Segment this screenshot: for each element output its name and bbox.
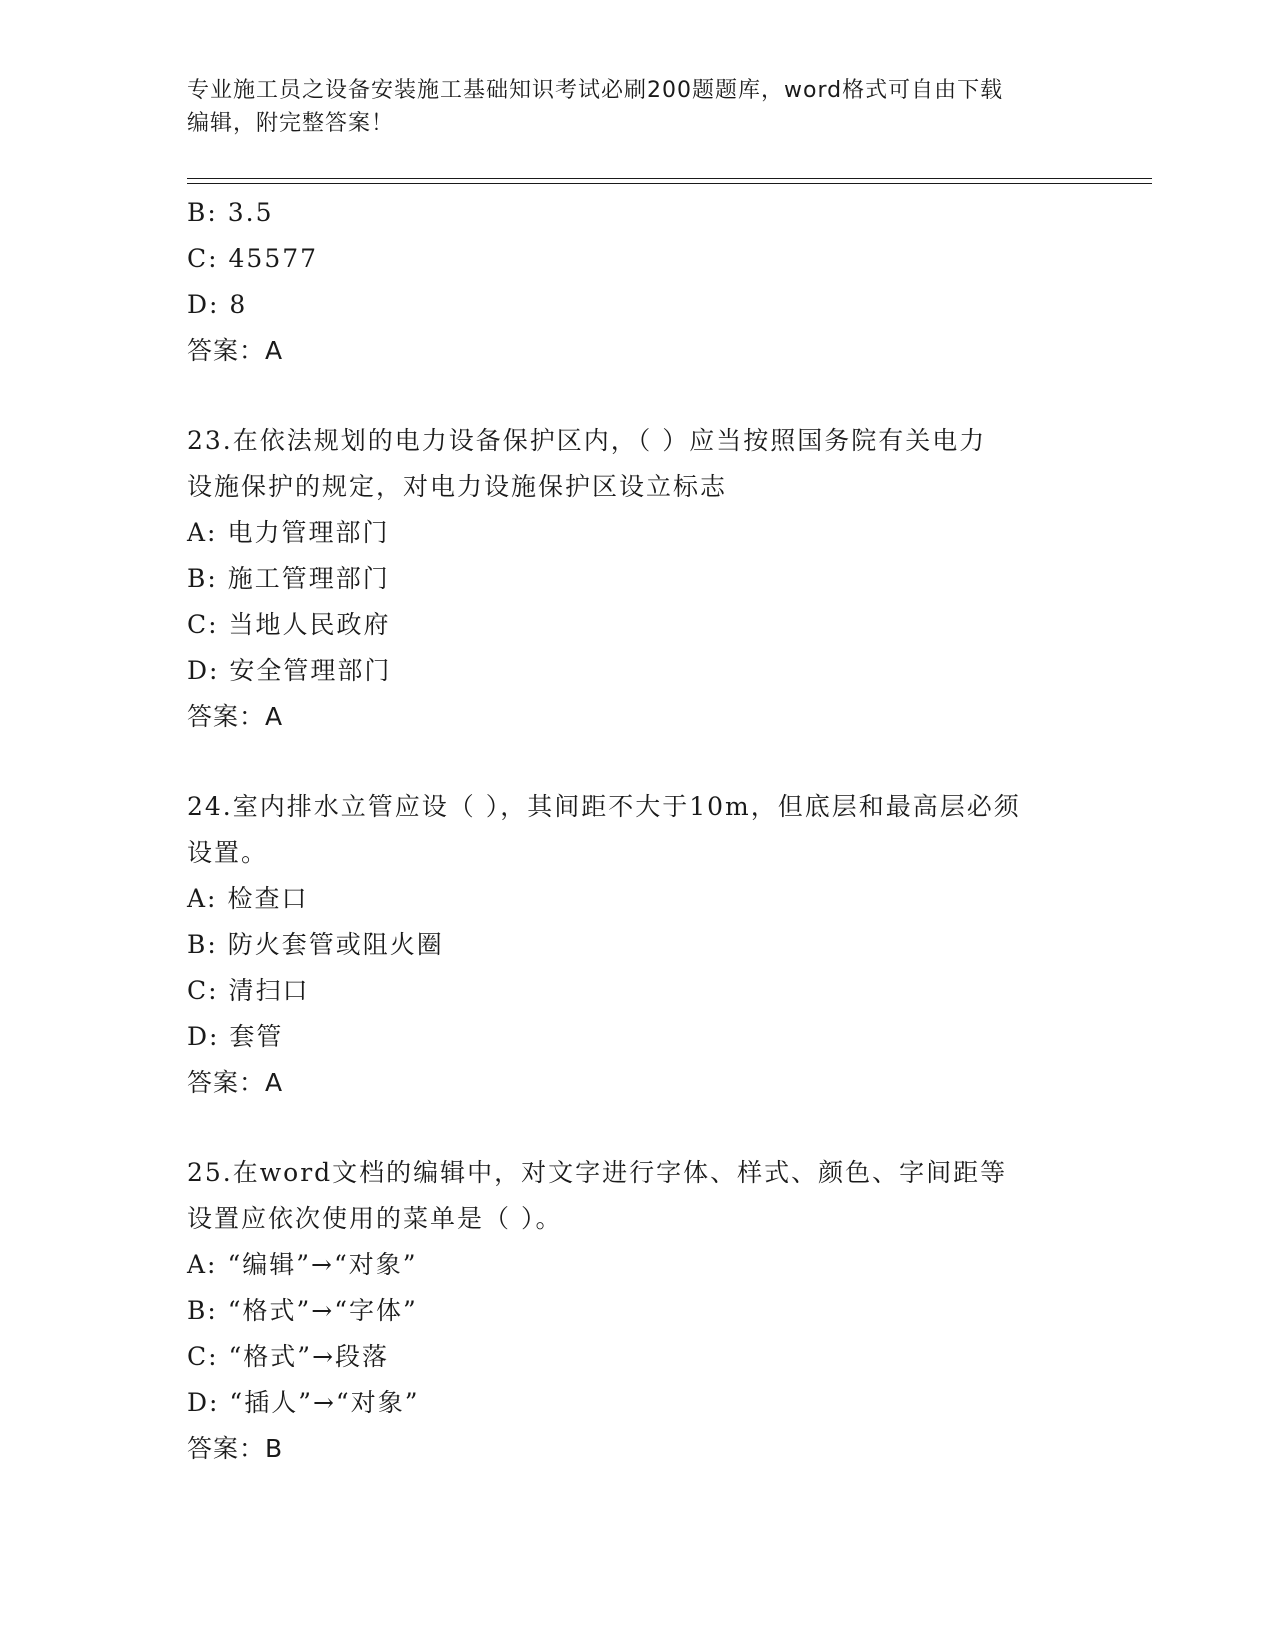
question-text-line-2: 设置。	[187, 838, 269, 867]
answer-line: 答案：A	[187, 702, 284, 731]
header-rule-bottom	[187, 183, 1152, 184]
option-a	[187, 1242, 1087, 1288]
option-text: 套管	[229, 1022, 284, 1051]
option-text: 检查口	[227, 884, 309, 913]
option-text: “格式”→段落	[228, 1342, 390, 1371]
option-label: D:	[187, 290, 220, 319]
option-c	[187, 236, 1087, 282]
answer-line: 答案：B	[187, 1434, 284, 1463]
answer-line: 答案：A	[187, 1068, 284, 1097]
option-text: 电力管理部门	[227, 518, 390, 547]
option-b	[187, 1288, 1087, 1334]
question-text-line-2: 设施保护的规定，对电力设施保护区设立标志	[187, 472, 728, 501]
option-d	[187, 1014, 1087, 1060]
option-label: B:	[187, 930, 218, 959]
spacer	[187, 1106, 1087, 1150]
option-label: B:	[187, 564, 218, 593]
option-label: C:	[187, 610, 219, 639]
option-text: “编辑”→“对象”	[227, 1250, 418, 1279]
option-label: D:	[187, 1388, 220, 1417]
header-title-line-2: 编辑，附完整答案！	[187, 111, 395, 136]
question-text-line-2: 设置应依次使用的菜单是（ ）。	[187, 1204, 563, 1233]
option-b	[187, 922, 1087, 968]
spacer	[187, 374, 1087, 418]
option-b	[187, 556, 1087, 602]
option-d	[187, 648, 1087, 694]
option-label: D:	[187, 1022, 220, 1051]
option-text: 施工管理部门	[227, 564, 390, 593]
prev-question-block	[187, 190, 1087, 374]
question-25-block	[187, 1150, 1087, 1472]
option-text: 3.5	[227, 198, 274, 227]
header-rule-top	[187, 178, 1152, 179]
question-24-block	[187, 784, 1087, 1106]
question-content	[187, 190, 1087, 1472]
option-d	[187, 1380, 1087, 1426]
option-a	[187, 876, 1087, 922]
question-text-line-1: 24.室内排水立管应设（ ），其间距不大于10m，但底层和最高层必须	[187, 792, 1021, 821]
option-label: C:	[187, 244, 219, 273]
option-label: D:	[187, 656, 220, 685]
option-b	[187, 190, 1087, 236]
spacer	[187, 740, 1087, 784]
document-header	[187, 74, 1067, 140]
question-text-line-1: 23.在依法规划的电力设备保护区内，（ ）应当按照国务院有关电力	[187, 426, 987, 455]
option-d	[187, 282, 1087, 328]
option-label: A:	[187, 518, 218, 547]
option-label: C:	[187, 976, 219, 1005]
option-label: C:	[187, 1342, 219, 1371]
question-text	[187, 418, 1067, 510]
option-text: 安全管理部门	[229, 656, 392, 685]
question-text	[187, 1150, 1067, 1242]
option-label: A:	[187, 1250, 218, 1279]
question-text-line-1: 25.在word文档的编辑中，对文字进行字体、样式、颜色、字间距等	[187, 1158, 1008, 1187]
option-text: 清扫口	[228, 976, 310, 1005]
option-label: B:	[187, 198, 218, 227]
option-text: 8	[229, 290, 248, 319]
option-c	[187, 602, 1087, 648]
option-c	[187, 968, 1087, 1014]
option-text: “格式”→“字体”	[227, 1296, 418, 1325]
option-a	[187, 510, 1087, 556]
option-text: 当地人民政府	[228, 610, 391, 639]
answer-line: 答案：A	[187, 336, 284, 365]
question-text	[187, 784, 1067, 876]
option-label: B:	[187, 1296, 218, 1325]
option-text: 45577	[228, 244, 319, 273]
option-c	[187, 1334, 1087, 1380]
question-23-block	[187, 418, 1087, 740]
option-label: A:	[187, 884, 218, 913]
header-title-line-1: 专业施工员之设备安装施工基础知识考试必刷200题题库，word格式可自由下载	[187, 78, 1004, 103]
option-text: 防火套管或阻火圈	[227, 930, 444, 959]
option-text: “插人”→“对象”	[229, 1388, 420, 1417]
